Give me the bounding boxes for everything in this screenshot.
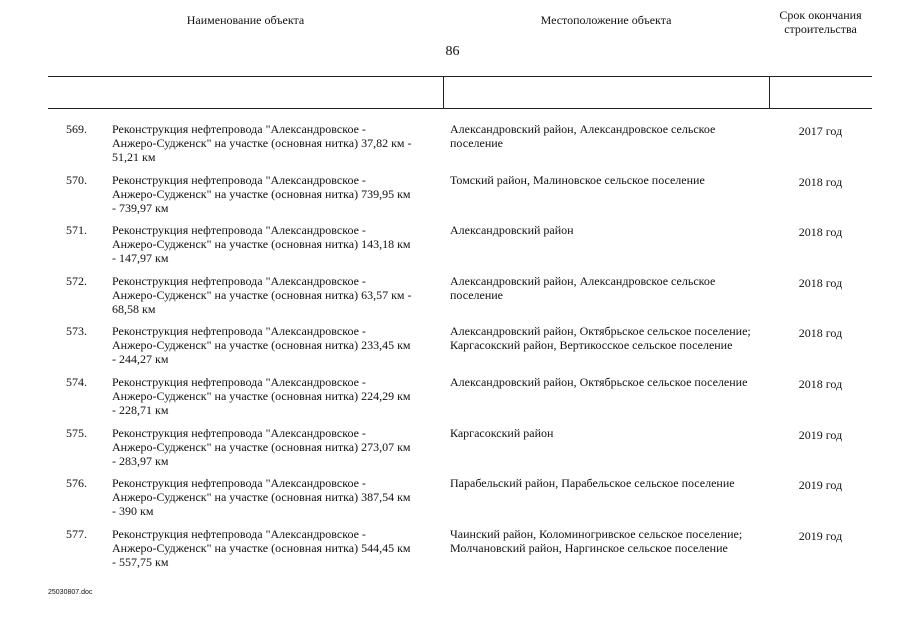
row-number: 571.	[66, 223, 87, 238]
object-location: Александровский район, Александровское сельское поселение	[450, 122, 716, 150]
table-row	[48, 219, 872, 270]
object-location: Каргасокский район	[450, 425, 554, 440]
row-number: 569.	[66, 122, 87, 136]
table-row	[48, 523, 872, 574]
row-number: 577.	[66, 526, 87, 541]
table-row	[48, 422, 872, 473]
row-number: 572.	[66, 273, 87, 288]
object-name: Реконструкция нефтепровода "Александровское - Анжеро-Судженск" на участке (основная нитка) 273,07 км - 283,97 км	[112, 425, 411, 468]
header-top-rule	[48, 76, 872, 77]
page-number: 86	[445, 44, 460, 59]
completion-term: 2018 год	[798, 376, 843, 391]
table-row	[48, 169, 872, 220]
table-row	[48, 320, 872, 371]
row-number: 574.	[66, 374, 87, 389]
completion-term: 2017 год	[798, 124, 843, 138]
row-number: 575.	[66, 425, 87, 440]
table-row	[48, 472, 872, 523]
object-name: Реконструкция нефтепровода "Александровское - Анжеро-Судженск" на участке (основная нитка) 233,45 км - 244,27 км	[112, 324, 411, 367]
object-location: Парабельский район, Парабельское сельское поселение	[450, 476, 735, 491]
completion-term: 2019 год	[798, 478, 843, 493]
row-number: 570.	[66, 172, 87, 187]
table-body	[48, 118, 872, 573]
object-name: Реконструкция нефтепровода "Александровское - Анжеро-Судженск" на участке (основная нитка) 387,54 км - 390 км	[112, 476, 411, 519]
header-bottom-rule	[48, 108, 872, 109]
completion-term: 2019 год	[798, 528, 843, 543]
completion-term: 2018 год	[798, 225, 843, 240]
header-divider-1	[443, 76, 444, 108]
object-location: Александровский район, Октябрьское сельское поселение	[450, 374, 748, 389]
header-name: Наименование объекта	[186, 13, 305, 27]
header-divider-2	[769, 76, 770, 108]
object-name: Реконструкция нефтепровода "Александровское - Анжеро-Судженск" на участке (основная нитка) 544,45 км - 557,75 км	[112, 526, 411, 569]
row-number: 576.	[66, 476, 87, 491]
object-name: Реконструкция нефтепровода "Александровское - Анжеро-Судженск" на участке (основная нитка) 37,82 км - 51,21 км	[112, 122, 412, 164]
object-location: Чаинский район, Коломиногривское сельское поселение; Молчановский район, Наргинское сельское поселение	[450, 526, 743, 555]
table-row	[48, 118, 872, 169]
object-name: Реконструкция нефтепровода "Александровское - Анжеро-Судженск" на участке (основная нитка) 63,57 км - 68,58 км	[112, 273, 412, 316]
table-row	[48, 270, 872, 321]
completion-term: 2018 год	[798, 275, 843, 290]
object-name: Реконструкция нефтепровода "Александровское - Анжеро-Судженск" на участке (основная нитка) 143,18 км - 147,97 км	[112, 223, 411, 266]
table-row	[48, 371, 872, 422]
header-location: Местоположение объекта	[540, 13, 672, 27]
completion-term: 2018 год	[798, 174, 843, 189]
object-location: Александровский район, Октябрьское сельское поселение; Каргасокский район, Вертикосское сельское поселение	[450, 324, 751, 353]
object-location: Томский район, Малиновское сельское поселение	[450, 172, 705, 187]
row-number: 573.	[66, 324, 87, 339]
object-name: Реконструкция нефтепровода "Александровское - Анжеро-Судженск" на участке (основная нитка) 224,29 км - 228,71 км	[112, 374, 411, 417]
object-location: Александровский район, Александровское сельское поселение	[450, 273, 716, 302]
completion-term: 2018 год	[798, 326, 843, 341]
completion-term: 2019 год	[798, 427, 843, 442]
object-name: Реконструкция нефтепровода "Александровское - Анжеро-Судженск" на участке (основная нитка) 739,95 км - 739,97 км	[112, 172, 411, 215]
header-term: Срок окончания строительства	[779, 8, 862, 36]
object-location: Александровский район	[450, 223, 574, 238]
footer-filename: 25030807.doc	[48, 589, 93, 596]
